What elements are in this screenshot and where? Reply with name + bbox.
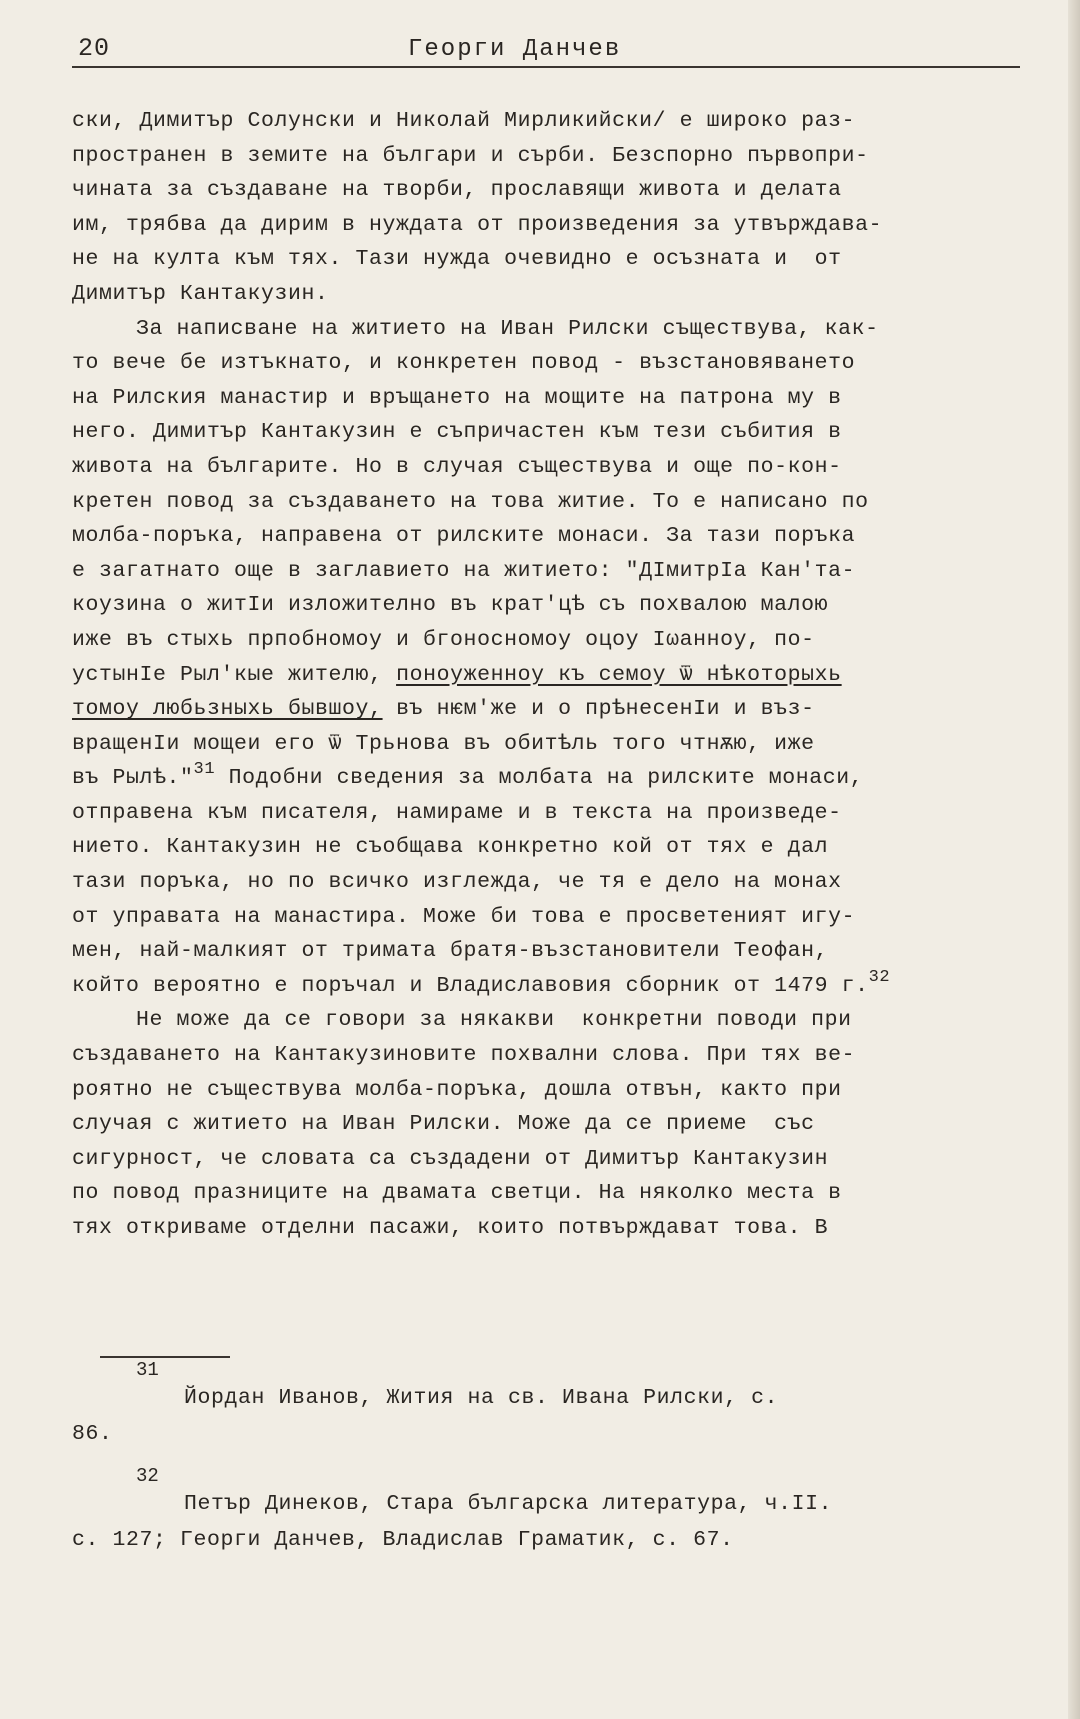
footnote-ref-31[interactable]: 31 <box>193 760 216 780</box>
text-line <box>72 969 1032 1004</box>
text-line: тази поръка, но по всичко изглежда, че тя е дело на монах <box>72 870 842 895</box>
text-segment: въ Рылѣ." <box>72 766 194 791</box>
footnote-text: Йордан Иванов, Жития на св. Ивана Рилски, с. <box>184 1386 779 1410</box>
main-text <box>72 104 1032 1246</box>
text-segment: въ нѥм'же и о прѣнесенІи и въз- <box>382 697 815 722</box>
text-line: създаването на Кантакузиновите похвални слова. При тях ве- <box>72 1043 856 1068</box>
text-line: вращенІи мощеи его ѿ Трьнова въ обитѣль того чтнѫю, иже <box>72 731 815 756</box>
text-line: иже въ стыхь прпобномоу и бгоносномоу оцоу Іωанноу, по- <box>72 627 815 652</box>
text-line: сигурност, че словата са създадени от Димитър Кантакузин <box>72 1146 829 1171</box>
text-line: нието. Кантакузин не съобщава конкретно кой от тях е дал <box>72 835 829 860</box>
text-line: случая с житието на Иван Рилски. Може да се приеме със <box>72 1112 815 1137</box>
text-line: кретен повод за създаването на това житие. То е написано по <box>72 489 869 514</box>
text-line: молба-поръка, направена от рилските монаси. За тази поръка <box>72 524 856 549</box>
text-line: им, трябва да дирим в нуждата от произведения за утвърждава- <box>72 212 883 237</box>
text-line: пространен в земите на българи и сърби. Безспорно първопри- <box>72 143 869 168</box>
underlined-quote: поноуженноу къ семоу ѿ нѣкоторыхь <box>396 662 842 687</box>
text-line <box>72 658 1032 693</box>
text-line: то вече бе изтъкнато, и конкретен повод - възстановяването <box>72 351 856 376</box>
text-line: За написване на житието на Иван Рилски съществува, как- <box>136 316 879 341</box>
text-line: ски, Димитър Солунски и Николай Мирликийски/ е широко раз- <box>72 109 856 133</box>
footnote-text: 86. <box>72 1422 113 1446</box>
page-header <box>72 34 1020 68</box>
text-line: Димитър Кантакузин. <box>72 281 329 306</box>
text-line: мен, най-малкият от тримата братя-възстановители Теофан, <box>72 939 829 964</box>
text-line: е загатнато още в заглавието на житието: "ДІмитрІа Кан'та- <box>72 558 856 583</box>
text-line: по повод празниците на двамата светци. На няколко места в <box>72 1181 842 1206</box>
text-line: не на култа към тях. Тази нужда очевидно е осъзната и от <box>72 247 842 272</box>
footnote-number: 31 <box>136 1359 159 1381</box>
text-line <box>72 761 1032 796</box>
footnote-number: 32 <box>136 1465 159 1487</box>
footnote-31 <box>72 1360 1032 1452</box>
text-segment: който вероятно е поръчал и Владиславовия сборник от 1479 г. <box>72 973 869 998</box>
footnote-ref-32[interactable]: 32 <box>868 967 891 987</box>
text-line: отправена към писателя, намираме и в текста на произведе- <box>72 800 842 825</box>
underlined-quote: томоу любьзныхь бывшоу, <box>72 697 383 722</box>
text-line <box>72 692 1032 727</box>
text-line: на Рилския манастир и връщането на мощите на патрона му в <box>72 385 842 410</box>
page-edge-shadow <box>1068 0 1080 1719</box>
running-head-author: Георги Данчев <box>408 36 622 63</box>
footnotes-section <box>72 1360 1032 1558</box>
page-number: 20 <box>78 34 111 63</box>
text-segment: Подобни сведения за молбата на рилските монаси, <box>215 766 864 791</box>
footnote-text: Петър Динеков, Стара българска литература, ч.ІІ. <box>184 1492 833 1516</box>
text-line: от управата на манастира. Може би това е просветеният игу- <box>72 904 856 929</box>
text-line: Не може да се говори за някакви конкретни поводи при <box>136 1008 852 1033</box>
footnote-text: с. 127; Георги Данчев, Владислав Граматик, с. 67. <box>72 1528 734 1552</box>
text-line: тях откриваме отделни пасажи, които потвърждават това. В <box>72 1216 829 1240</box>
footnote-32 <box>72 1466 1032 1558</box>
text-line: коузина о житІи изложително въ крат'цѣ съ похвалою малою <box>72 593 829 618</box>
text-line: роятно не съществува молба-поръка, дошла отвън, както при <box>72 1077 842 1102</box>
footnote-divider <box>100 1356 230 1358</box>
text-line: него. Димитър Кантакузин е съпричастен към тези събития в <box>72 420 842 445</box>
text-line: живота на българите. Но в случая съществува и още по-кон- <box>72 454 842 479</box>
text-line: чината за създаване на творби, прославящи живота и делата <box>72 178 842 203</box>
text-segment: устынІе Рыл'кые жителю, <box>72 662 397 687</box>
